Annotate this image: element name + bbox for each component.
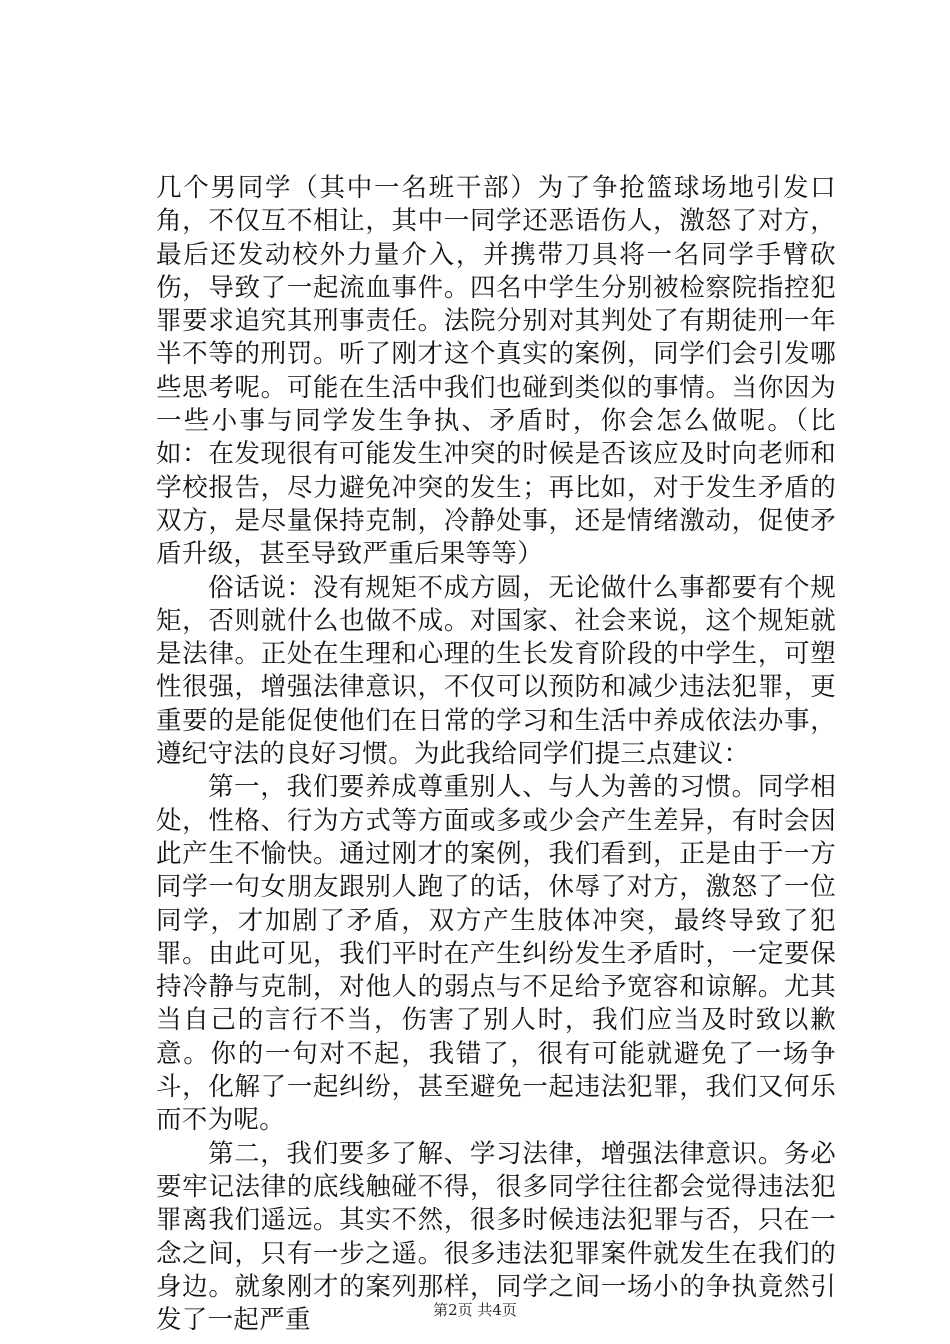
paragraph-second-suggestion: 第二，我们要多了解、学习法律，增强法律意识。务必要牢记法律的底线触碰不得，很多同学往往都会觉得违法犯罪离我们遥远。其实不然，很多时候违法犯罪与否，只在一念之间，只有一步之遥。很多违法犯罪案件就发生在我们的身边。就象刚才的案列那样，同学之间一场小的争执竟然引发了一起严重 — [156, 1138, 836, 1336]
paragraph-case-description: 几个男同学（其中一名班干部）为了争抢篮球场地引发口角，不仅互不相让，其中一同学还恶语伤人，激怒了对方，最后还发动校外力量介入，并携带刀具将一名同学手臂砍伤，导致了一起流血事件。四名中学生分别被检察院指控犯罪要求追究其刑事责任。法院分别对其判处了有期徒刑一年半不等的刑罚。听了刚才这个真实的案例，同学们会引发哪些思考呢。可能在生活中我们也碰到类似的事情。当你因为一些小事与同学发生争执、矛盾时，你会怎么做呢。（比如：在发现很有可能发生冲突的时候是否该应及时向老师和学校报告，尽力避免冲突的发生；再比如，对于发生矛盾的双方，是尽量保持克制，冷静处事，还是情绪激动，促使矛盾升级，甚至导致严重后果等等） — [156, 173, 836, 570]
page-number-footer: 第2页 共4页 — [433, 1301, 517, 1319]
paragraph-first-suggestion: 第一，我们要养成尊重别人、与人为善的习惯。同学相处，性格、行为方式等方面或多或少会产生差异，有时会因此产生不愉快。通过刚才的案例，我们看到，正是由于一方同学一句女朋友跟别人跑了的话，休辱了对方，激怒了一位同学，才加剧了矛盾，双方产生肢体冲突，最终导致了犯罪。由此可见，我们平时在产生纠纷发生矛盾时，一定要保持冷静与克制，对他人的弱点与不足给予宽容和谅解。尤其当自己的言行不当，伤害了别人时，我们应当及时致以歉意。你的一句对不起，我错了，很有可能就避免了一场争斗，化解了一起纠纷，甚至避免一起违法犯罪，我们又何乐而不为呢。 — [156, 772, 836, 1136]
paragraph-rules-and-law: 俗话说：没有规矩不成方圆，无论做什么事都要有个规矩，否则就什么也做不成。对国家、社会来说，这个规矩就是法律。正处在生理和心理的生长发育阶段的中学生，可塑性很强，增强法律意识，不仅可以预防和减少违法犯罪，更重要的是能促使他们在日常的学习和生活中养成依法办事，遵纪守法的良好习惯。为此我给同学们提三点建议： — [156, 572, 836, 770]
body-text — [156, 172, 836, 1337]
